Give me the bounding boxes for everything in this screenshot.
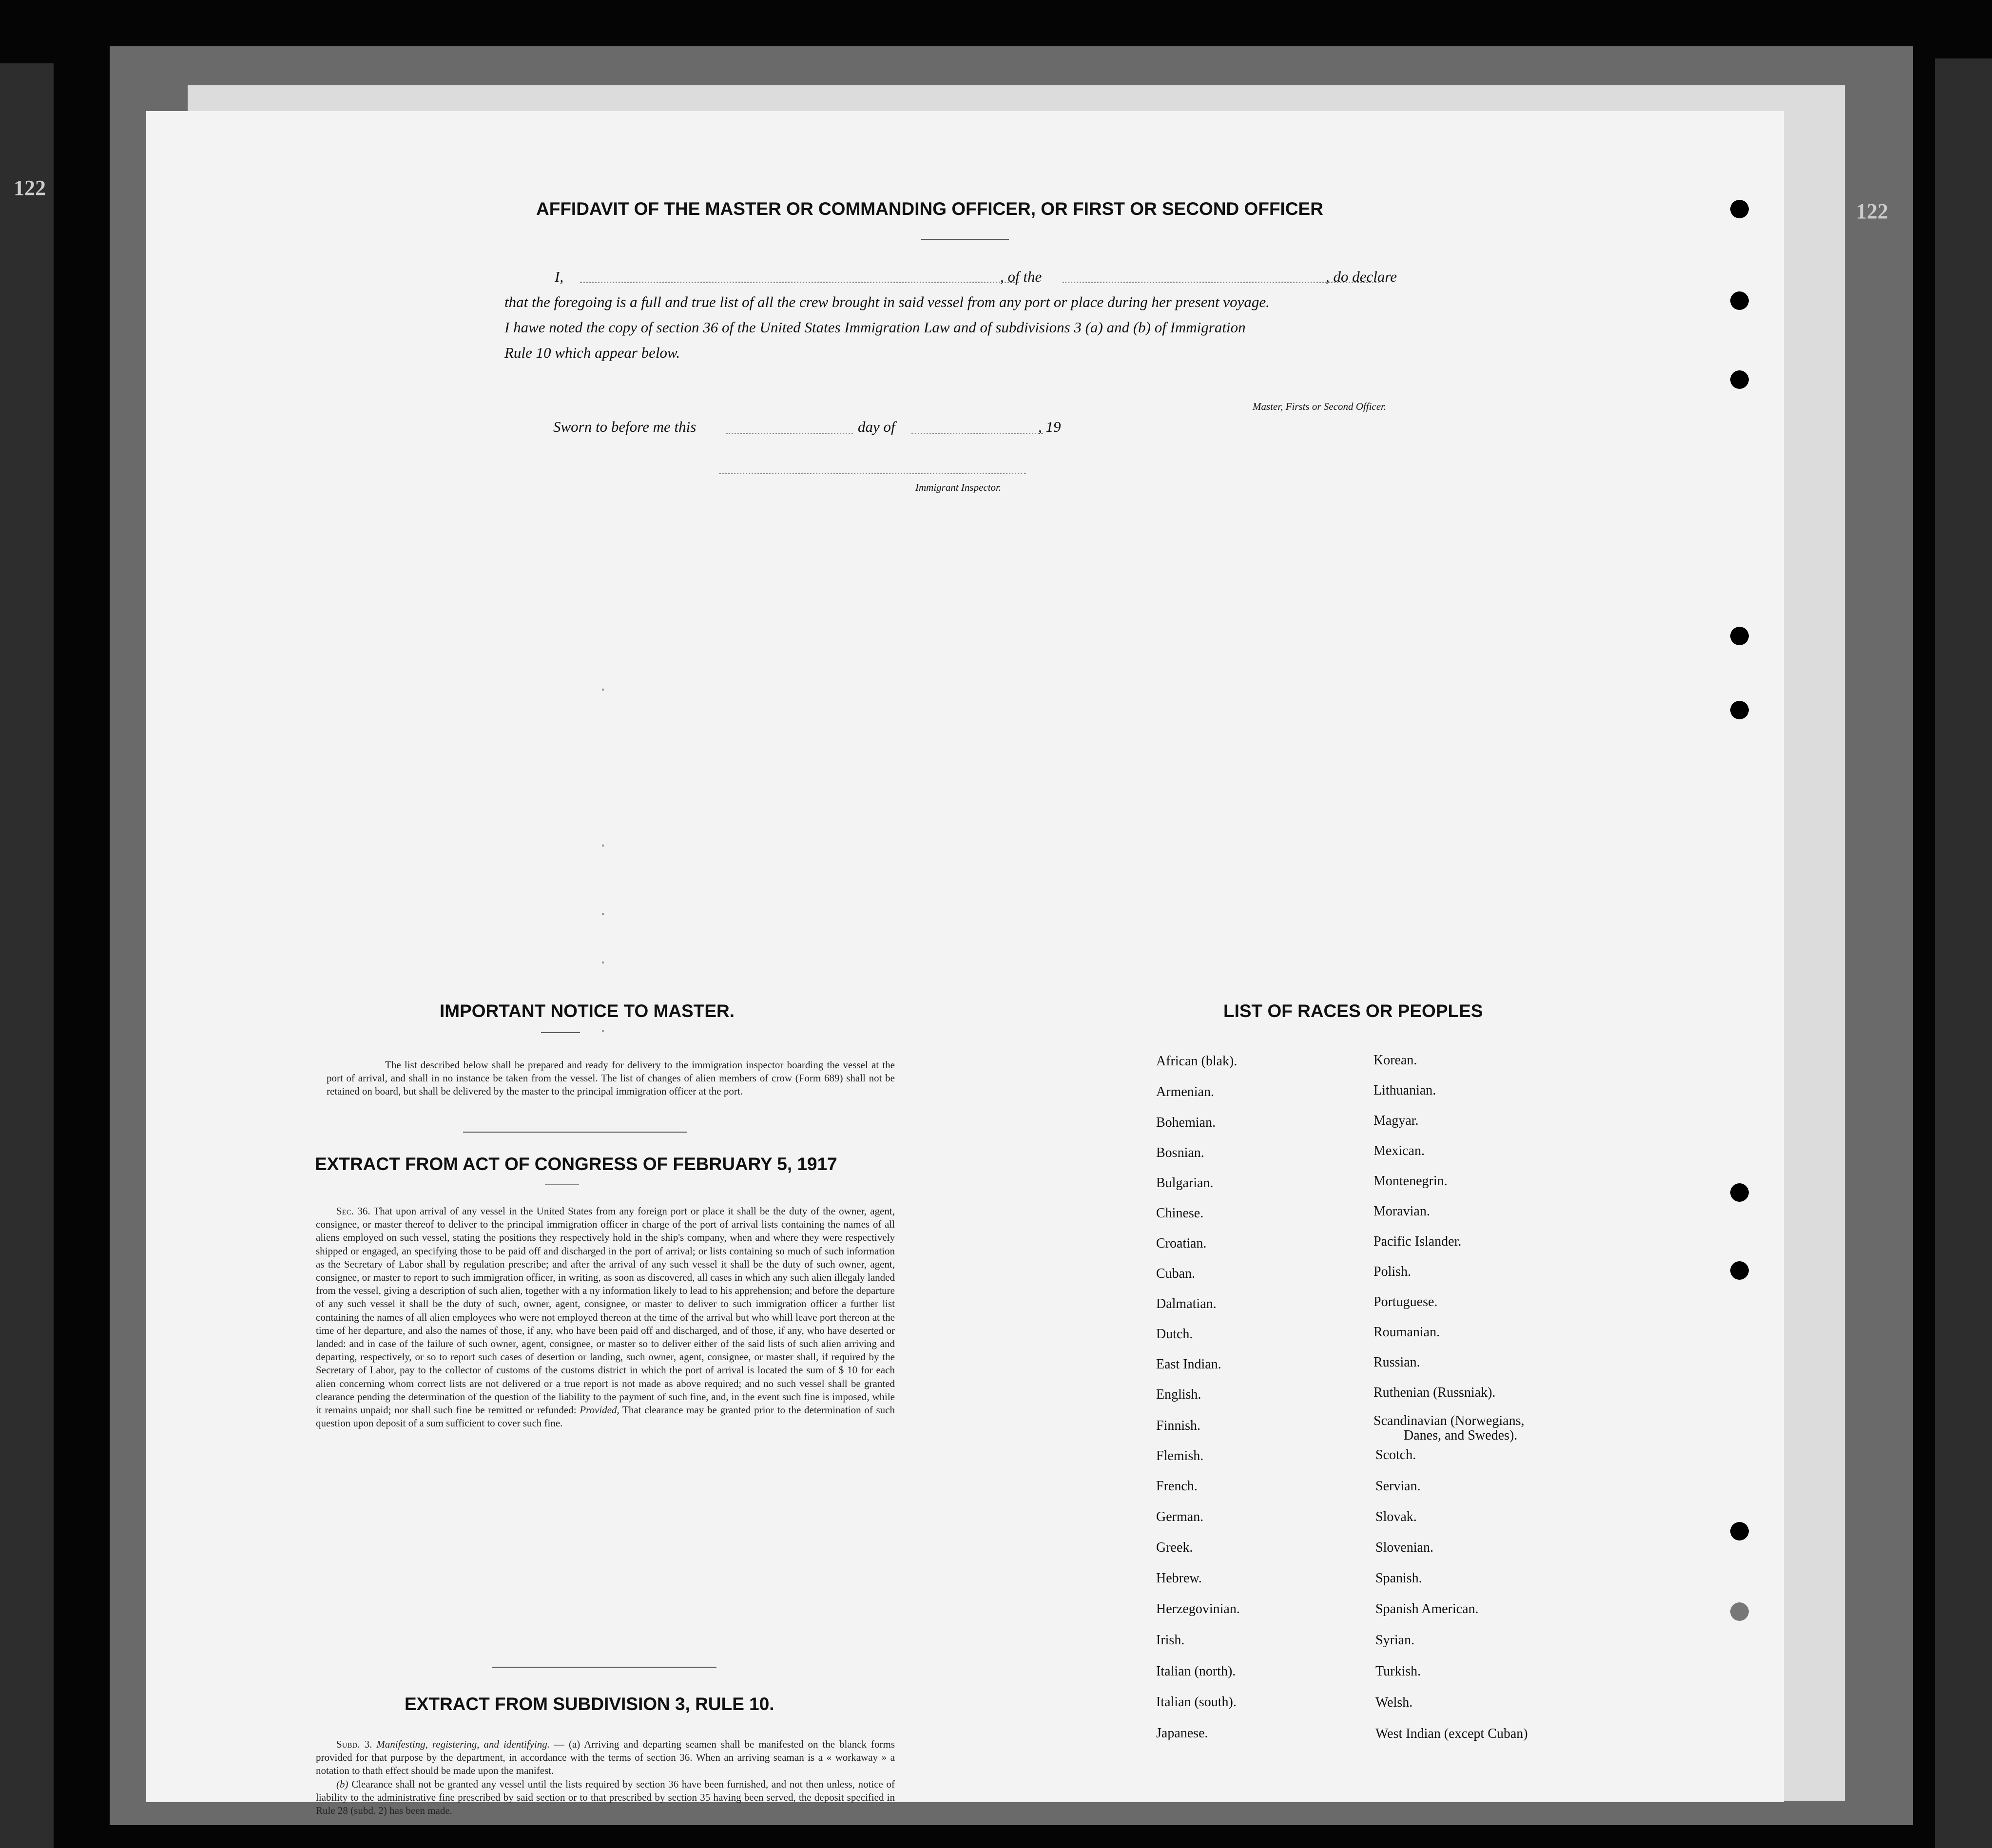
race-item: Croatian. bbox=[1156, 1236, 1207, 1251]
section-36-text: That upon arrival of any vessel in the United States from any foreign port or place it shall be the duty of the owner, agent, consignee, or master thereof to deliver to the principal immigration officer in charge of the port of arrival lists containing the names of all aliens employed on such vessel, stating the positions they respectively hold in the ship's company, when and where they were respectively shipped or engaged, an specifying those to be paid off and discharged in the port of arrival; or lists containing so much of such information as the Secretary of Labor shall by regulation prescribe; and after the arrival of any such vessel it shall be the duty of such owner, agent, consignee, or master to report to such immigration officer, in writing, as soon as discovered, all cases in which any such alien illegaly landed from the vessel, giving a description of such alien, together with a ny information likely to lead to his apprehension; and before the departure of any such vessel it shall be the duty of such, owner, agent, consignee, or master to deliver to such immigration officer a further list containing the names of all alien employees who were not employed thereon at the time of the arrival but who whill leave port thereon at the time of her departure, and also the names of those, if any, who have been paid off and discharged, and of those, if any, who have deserted or landed: and in case of the failure of such owner, agent, consignee, or master so to deliver either of the said lists of such alien arriving and departing, respectively, or so to report such cases of desertion or landing, such owner, agent, consignee, or master shall, if required by the Secretary of Labor, pay to the collector of customs of the customs district in which the port of arrival is located the sum of $ 10 for each alien concerning whom correct lists are not delivered or a true report is not made as above required; and no such vessel shall be granted clearance pending the determination of the question of the liability to the payment of such fine, and, in the event such fine is imposed, while it remains unpaid; nor shall such fine be remitted or refunded: bbox=[316, 1205, 895, 1416]
affidavit-line-3: I hawe noted the copy of section 36 of the United States Immigration Law and of subdivisions 3 (a) and (b) of Immigration bbox=[504, 319, 1246, 336]
signature-caption: Master, Firsts or Second Officer. bbox=[1253, 401, 1387, 412]
race-item: Bosnian. bbox=[1156, 1145, 1204, 1160]
race-item: Pacific Islander. bbox=[1373, 1234, 1462, 1249]
subd-part-b: Clearance shall not be granted any vessel until the lists required by section 36 have been furnished, and not then unless, notice of liability to the administrative fine prescribed by said section or to that prescribed by section 35 having been served, the deposit specified in Rule 28 (subd. 2) has been made. bbox=[316, 1778, 895, 1817]
race-item: Servian. bbox=[1375, 1479, 1421, 1494]
notice-title: IMPORTANT NOTICE TO MASTER. bbox=[440, 1001, 735, 1021]
part-b-label: (b) bbox=[336, 1778, 348, 1790]
notice-ornament bbox=[541, 1032, 580, 1033]
punch-hole bbox=[1730, 627, 1749, 645]
section-label: Sec. 36. bbox=[336, 1205, 370, 1217]
page-number-left: 122 bbox=[14, 176, 46, 200]
race-item: Syrian. bbox=[1375, 1633, 1415, 1648]
punch-hole bbox=[1730, 370, 1749, 389]
proviso-text: That clearance may be granted prior to the determination of such question upon deposit of a sum sufficient to cover such fine. bbox=[316, 1404, 895, 1429]
notice-body-text: The list described below shall be prepared and ready for delivery to the immigration inspector boarding the vessel at the port of arrival, and shall in no instance be taken from the vessel. The list of changes of alien members of crow (Form 689) shall not be retained on board, but shall be delivered by the master to the principal immigration officer at the port. bbox=[327, 1059, 895, 1097]
extract-act-ornament bbox=[545, 1184, 579, 1185]
races-title: LIST OF RACES OR PEOPLES bbox=[1223, 1001, 1483, 1021]
margin-mark bbox=[602, 845, 604, 847]
race-item: English. bbox=[1156, 1387, 1201, 1402]
divider bbox=[492, 1667, 716, 1668]
manifest-page bbox=[146, 111, 1784, 1817]
race-item: Lithuanian. bbox=[1373, 1083, 1436, 1098]
subd-label: Subd. 3. bbox=[336, 1738, 372, 1750]
race-item: Japanese. bbox=[1156, 1726, 1208, 1741]
sworn-year: , 19 bbox=[1038, 418, 1061, 435]
race-item: Dalmatian. bbox=[1156, 1296, 1217, 1311]
race-item: Spanish. bbox=[1375, 1571, 1422, 1586]
race-item: Mexican. bbox=[1373, 1143, 1425, 1158]
race-item: Italian (south). bbox=[1156, 1694, 1237, 1710]
binder-right-edge bbox=[1935, 58, 1992, 1848]
race-item: Roumanian. bbox=[1373, 1325, 1440, 1340]
race-item: Bulgarian. bbox=[1156, 1175, 1214, 1191]
punch-hole bbox=[1730, 291, 1749, 310]
race-item: Flemish. bbox=[1156, 1448, 1204, 1463]
race-item: Chinese. bbox=[1156, 1206, 1204, 1221]
punch-hole bbox=[1730, 1602, 1749, 1621]
race-item: Slovak. bbox=[1375, 1509, 1417, 1524]
punch-hole bbox=[1730, 1261, 1749, 1280]
race-item: West Indian (except Cuban) bbox=[1375, 1726, 1528, 1741]
race-item: Italian (north). bbox=[1156, 1664, 1236, 1679]
affidavit-i: I, bbox=[555, 268, 564, 285]
race-item: Herzegovinian. bbox=[1156, 1601, 1240, 1617]
race-item: Bohemian. bbox=[1156, 1115, 1216, 1130]
race-item: Armenian. bbox=[1156, 1084, 1214, 1099]
margin-mark bbox=[602, 1030, 604, 1032]
margin-mark bbox=[602, 962, 604, 963]
extract-rule-title: EXTRACT FROM SUBDIVISION 3, RULE 10. bbox=[405, 1694, 774, 1714]
affidavit-of-the: , of the bbox=[1000, 268, 1042, 285]
punch-hole bbox=[1730, 200, 1749, 218]
race-item: Finnish. bbox=[1156, 1418, 1201, 1433]
race-item: Hebrew. bbox=[1156, 1571, 1202, 1586]
month-blank bbox=[911, 433, 1043, 434]
sworn-day-of: day of bbox=[858, 418, 895, 435]
race-item: Cuban. bbox=[1156, 1266, 1196, 1281]
affidavit-title: AFFIDAVIT OF THE MASTER OR COMMANDING OFFICER, OR FIRST OR SECOND OFFICER bbox=[536, 199, 1323, 219]
race-item: German. bbox=[1156, 1509, 1204, 1524]
proviso-word: Provided, bbox=[580, 1404, 619, 1416]
subd-heading: Manifesting, registering, and identifying. bbox=[376, 1738, 550, 1750]
subd-part-a: — (a) Arriving and departing seamen shall be manifested on the blanck forms provided for that purpose by the department, in accordance with the terms of section 36. When an arriving seaman is a « workaway » a notation to thath effect should be made upon the manifest. bbox=[316, 1738, 895, 1777]
punch-hole bbox=[1730, 1522, 1749, 1540]
race-item: African (blak). bbox=[1156, 1054, 1238, 1069]
divider bbox=[463, 1132, 687, 1133]
race-item: Spanish American. bbox=[1375, 1601, 1479, 1617]
inspector-caption: Immigrant Inspector. bbox=[915, 481, 1002, 493]
binder-left-edge bbox=[0, 63, 54, 1848]
extract-act-title: EXTRACT FROM ACT OF CONGRESS OF FEBRUARY 5, 1917 bbox=[315, 1154, 837, 1174]
margin-mark bbox=[602, 689, 604, 691]
affidavit-declare: , do declare bbox=[1326, 268, 1397, 285]
race-item: Montenegrin. bbox=[1373, 1174, 1448, 1189]
race-item: Korean. bbox=[1373, 1053, 1417, 1068]
extract-act-body bbox=[316, 1205, 895, 1430]
title-underline bbox=[921, 239, 1009, 240]
affidavit-line-4: Rule 10 which appear below. bbox=[504, 344, 680, 361]
race-item: French. bbox=[1156, 1479, 1198, 1494]
race-item: Portuguese. bbox=[1373, 1294, 1438, 1309]
margin-mark bbox=[602, 913, 604, 915]
sworn-prefix: Sworn to before me this bbox=[553, 418, 696, 435]
punch-hole bbox=[1730, 1183, 1749, 1202]
extract-rule-body bbox=[316, 1738, 895, 1817]
race-item: Irish. bbox=[1156, 1633, 1185, 1648]
punch-hole bbox=[1730, 701, 1749, 719]
race-item: Moravian. bbox=[1373, 1204, 1430, 1219]
race-item: Russian. bbox=[1373, 1355, 1420, 1370]
page-number-right: 122 bbox=[1856, 199, 1888, 223]
affidavit-line-2: that the foregoing is a full and true list of all the crew brought in said vessel from any port or place during her present voyage. bbox=[504, 293, 1270, 310]
inspector-signature-blank bbox=[719, 473, 1026, 474]
name-blank bbox=[580, 282, 1019, 283]
race-item: Scandinavian (Norwegians, bbox=[1373, 1413, 1525, 1428]
race-item: Greek. bbox=[1156, 1540, 1193, 1555]
race-item: Turkish. bbox=[1375, 1664, 1421, 1679]
race-item: Dutch. bbox=[1156, 1327, 1193, 1342]
race-item: Ruthenian (Russniak). bbox=[1373, 1385, 1496, 1400]
race-item-continuation: Danes, and Swedes). bbox=[1404, 1428, 1518, 1443]
race-item: Polish. bbox=[1373, 1264, 1412, 1279]
race-item: East Indian. bbox=[1156, 1357, 1221, 1372]
race-item: Slovenian. bbox=[1375, 1540, 1433, 1555]
race-item: Magyar. bbox=[1373, 1113, 1419, 1128]
race-item: Welsh. bbox=[1375, 1695, 1413, 1710]
notice-body bbox=[327, 1059, 895, 1098]
race-item: Scotch. bbox=[1375, 1447, 1416, 1463]
day-blank bbox=[726, 433, 853, 434]
